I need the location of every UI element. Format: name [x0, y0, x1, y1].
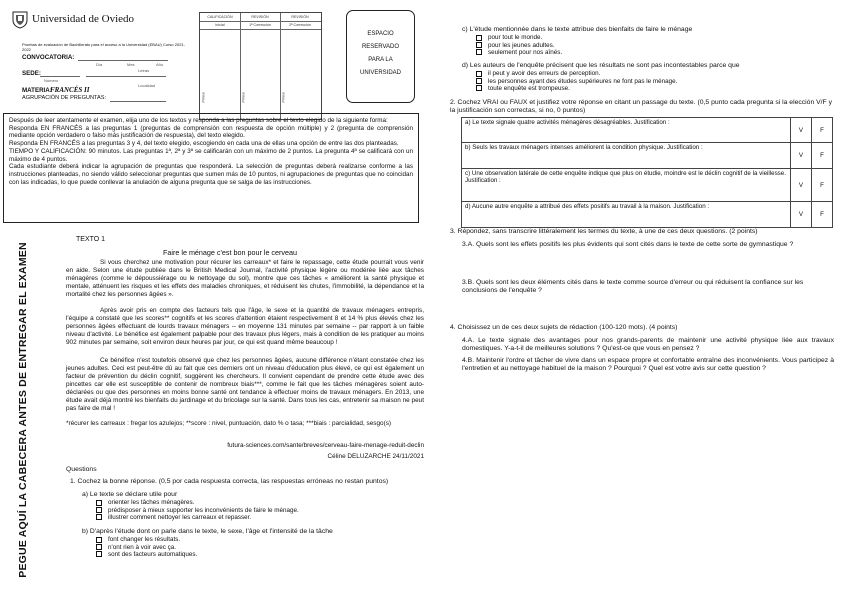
vf-row-a-v[interactable]: V	[791, 118, 812, 143]
sidebar-text: PEGUE AQUÍ LA CABECERA ANTES DE ENTREGAR EL EXAMEN	[17, 242, 29, 578]
checkbox[interactable]	[476, 49, 482, 55]
instructions-p2: Responda EN FRANCÉS a las preguntas 1 (preguntas de comprensión con respuesta de opción múltiple) y 2 (pregunta de comprensión mediante opción verdadero o falso más justificación de respuesta), del texto elegido.	[9, 124, 413, 140]
convocatoria-label: CONVOCATORIA:	[22, 54, 75, 61]
instructions-p1: Después de leer atentamente el examen, elija uno de los textos y responda a las preguntas sobre el texto elegido de la siguiente forma:	[9, 117, 388, 124]
grid-sub-2a: 2ª Corrección	[289, 23, 311, 27]
vf-row-b-text[interactable]: b) Seuls les travaux ménagers intenses améliorent la condition physique. Justification :	[462, 143, 791, 169]
q1d-option-2[interactable]	[476, 78, 832, 85]
vf-row-c-v[interactable]: V	[791, 169, 812, 202]
q2-prompt: 2. Cochez VRAI ou FAUX et justifiez votre réponse en citant un passage du texte. (0,5 punto cada pregunta si la elección V/F y la justificación son correctas, si no, 0 puntos)	[450, 99, 832, 115]
source-url: futura-sciences.com/sante/breves/cerveau-faire-menage-reduit-declin	[227, 442, 424, 449]
q1b-option-1-text: font changer les résultats.	[108, 536, 181, 544]
questions-heading: Questions	[66, 466, 97, 473]
instructions-p4: TIEMPO Y CALIFICACIÓN: 90 minutos. Las preguntas 1ª, 2ª y 3ª se calificarán con un máximo de 2 puntos. La pregunta 4ª se calificará con un máximo de 4 puntos.	[9, 147, 413, 163]
vf-row-a	[462, 118, 833, 143]
q4b-text[interactable]: 4.B. Maintenir l'ordre et tâcher de vivre dans un espace propre et confortable entraîne des inconvénients. Vous participez à l'entretien et au nettoyage habituel de la maison ? Pourquoi ? Quel est votre avis sur cette question ?	[462, 357, 834, 373]
convocatoria-field[interactable]	[78, 60, 168, 61]
checkbox[interactable]	[96, 500, 102, 506]
grid-sub-1a: 1ª Corrección	[249, 23, 271, 27]
dia-label: Día	[96, 62, 103, 67]
q1d-option-1[interactable]	[476, 70, 832, 77]
q4a-text[interactable]: 4.A. Le texte signale des avantages pour nos grands-parents de maintenir une activité physique liée aux travaux domestiques. Y-a-t-il de meilleures solutions ? Qu'est-ce que vous en pensez ?	[462, 337, 834, 353]
q1-prompt: 1. Cochez la bonne réponse. (0,5 por cada respuesta correcta, las respuestas erróneas no restan puntos)	[70, 478, 389, 485]
q1c-option-1[interactable]	[476, 34, 832, 41]
q1d-stem: d) Les auteurs de l'enquête précisent que les résultats ne sont pas incontestables parce que	[462, 62, 740, 69]
q1a-option-2-text: prédisposer à mieux supporter les inconvénients de faire le ménage.	[108, 506, 299, 514]
q1a-stem: a) Le texte se déclare utile pour	[82, 491, 178, 498]
checkbox[interactable]	[96, 507, 102, 513]
grading-grid	[199, 12, 322, 120]
vf-row-c-text[interactable]: c) Une observation latérale de cette enquête indique que plus on étudie, moindre est le déclin cognitif de la vieillesse. Justification :	[462, 169, 791, 202]
vf-table	[461, 117, 833, 228]
numero-label: Número	[44, 78, 59, 83]
grid-col-revision-2: REVISIÓN	[291, 15, 309, 19]
q1b-stem: b) D'après l'étude dont on parle dans le texte, le sexe, l'âge et l'intensité de la tâche	[82, 528, 333, 535]
vf-row-d	[462, 202, 833, 228]
text-label: TEXTO 1	[76, 236, 106, 243]
q1b-option-1[interactable]	[96, 536, 422, 543]
q1c-option-2-text: pour les jeunes adultes.	[488, 41, 555, 49]
q1c-option-1-text: pour tout le monde.	[488, 34, 543, 42]
q1b-block	[82, 528, 422, 558]
q1c-block	[462, 26, 832, 56]
q1a-option-1-text: orienter les tâches ménagères.	[108, 499, 195, 507]
vf-row-a-text[interactable]: a) Le texte signale quatre activités ménagères désagréables. Justification :	[462, 118, 791, 143]
glossary: *récurer les carreaux : fregar los azulejos; **score : nivel, puntuación, dato % o tasa; ***biais : parcialidad, sesgo(s)	[66, 420, 392, 427]
sidebar-paste-header	[6, 242, 40, 578]
vf-row-c-f[interactable]: F	[812, 169, 833, 202]
q1b-option-2-text: n'ont rien à voir avec ça.	[108, 543, 177, 551]
grid-col-revision-1: REVISIÓN	[251, 15, 269, 19]
checkbox[interactable]	[476, 78, 482, 84]
q1a-option-3-text: illustrer comment nettoyer les carreaux et repasser.	[108, 513, 252, 521]
firma-label-2: Firma	[240, 92, 246, 103]
vf-row-a-f[interactable]: F	[812, 118, 833, 143]
q1c-option-2[interactable]	[476, 42, 832, 49]
q1d-option-3-text: toute enquête est trompeuse.	[488, 84, 570, 92]
checkbox[interactable]	[96, 544, 102, 550]
text-para-3: Ce bénéfice n'est toutefois observé que chez les personnes âgées, aucune différence n'étant constatée chez les jeunes adultes. Ceci est peut-être dû au fait que ces derniers ont un niveau d'éducation plus élevé, ce qui est également un facteur de prévention du déclin cognitif, suggèrent les chercheurs. Il convient cependant de prendre cette étude avec des pincettes car elle est susceptible de contenir de nombreux biais***, comme le fait que les tâches ménagères soient auto-déclarées ou que des personnes en moins bonne santé ont tendance à effectuer moins de travaux ménagers. En 2013, une étude avait déjà montré les bienfaits du jardinage et du bricolage sur la santé. Dans tous les cas, entretenir sa maison ne peut pas faire de mal !	[66, 357, 424, 412]
q1b-option-3[interactable]	[96, 551, 422, 558]
instructions-p5: Cada estudiante deberá indicar la agrupación de preguntas que responderá. La selección de preguntas deberá realizarse conforme a las instrucciones planteadas, no siendo válido seleccionar preguntas que sumen más de 10 puntos, ni agrupaciones de preguntas que no coincidan con las indicadas, lo que puede conllevar la anulación de alguna pregunta que se salga de las instrucciones.	[9, 163, 413, 186]
author-date: Céline DELUZARCHE 24/11/2021	[327, 453, 424, 460]
sede-number-field[interactable]	[40, 76, 80, 77]
checkbox[interactable]	[476, 35, 482, 41]
q1d-option-1-text: il peut y avoir des erreurs de perception.	[488, 70, 601, 78]
q1a-option-1[interactable]	[96, 499, 422, 506]
q1c-option-3-text: seulement pour nos aînés.	[488, 48, 563, 56]
vf-row-b	[462, 143, 833, 169]
q1d-option-3[interactable]	[476, 85, 832, 92]
q3-prompt: 3. Répondez, sans transcrire littéralement les termes du texte, à une de ces deux questions. (2 points)	[450, 228, 758, 235]
q3b-text[interactable]: 3.B. Quels sont les deux éléments cités dans le texte comme source d'erreur ou qui réduisent la confiance sur les conclusions de l'enquête ?	[462, 279, 804, 295]
university-crest-icon	[12, 11, 28, 29]
localidad-label: Localidad	[138, 83, 156, 88]
q1a-option-2[interactable]	[96, 507, 422, 514]
q1a-block	[82, 491, 422, 521]
checkbox[interactable]	[96, 551, 102, 557]
text-para-1: Si vous cherchez une motivation pour récurer les carreaux* et faire le repassage, cette étude pourrait vous venir en aide. Selon une étude publiée dans le British Medical Journal, l'activité physique légère ou modérée liée aux tâches ménagères (comme le dépoussiérage ou le nettoyage du sol), montre que ces tâches « améliorent la santé physique et mentale, atténuent les risques et les effets des maladies chroniques, et réduisent les chutes, l'immobilité, la dépendance et la mortalité chez les personnes âgées ».	[66, 259, 424, 298]
vf-row-d-f[interactable]: F	[812, 202, 833, 228]
checkbox[interactable]	[476, 42, 482, 48]
materia-value: FRANCÉS II	[50, 86, 90, 94]
reserved-space-box	[346, 10, 415, 103]
vf-row-b-v[interactable]: V	[791, 143, 812, 169]
text-title: Faire le ménage c'est bon pour le cerveau	[162, 248, 298, 257]
reserved-line-2: RESERVADO	[361, 44, 400, 50]
instructions-p3: Responda EN FRANCÉS a las preguntas 3 y 4, del texto elegido, escogiendo en cada una de ellas una opción de entre las dos planteadas.	[9, 140, 399, 148]
grid-sub-inicial: Inicial	[215, 23, 225, 27]
text-para-2: Après avoir pris en compte des facteurs tels que l'âge, le sexe et la quantité de travaux ménagers entrepris, l'équipe a constaté que les scores** cognitifs et les scores d'attention étaient respectivement 8 et 14 % plus élevés chez les personnes âgées effectuant de lourds travaux ménagers -- en moyenne 131 minutes par semaine -- par rapport à un faible niveau d'activité. Le bénéfice est également palpable pour des travaux plus légers, mais à condition de les pratiquer au moins 902 minutes par semaine, soit environ deux heures par jour, ce qui est quand même beaucoup !	[66, 307, 424, 346]
materia-label: MATERIA:	[22, 87, 52, 94]
q1c-stem: c) L'étude mentionnée dans le texte attribue des bienfaits de faire le ménage	[462, 26, 693, 33]
vf-row-c	[462, 169, 833, 202]
reserved-line-4: UNIVERSIDAD	[359, 70, 401, 76]
q1a-option-3[interactable]	[96, 514, 422, 521]
agrupacion-label: AGRUPACIÓN DE PREGUNTAS:	[22, 95, 107, 101]
firma-label-3: Firma	[280, 92, 286, 103]
q1d-option-2-text: les personnes ayant des études supérieures ne font pas le ménage.	[488, 77, 678, 85]
vf-row-d-v[interactable]: V	[791, 202, 812, 228]
checkbox[interactable]	[96, 514, 102, 520]
letras-label: Letras	[138, 68, 150, 73]
firma-label-1: Firma	[200, 92, 206, 103]
q3a-text[interactable]: 3.A. Quels sont les effets positifs les plus évidents qui sont cités dans le texte de cette sorte de gymnastique ?	[462, 241, 794, 248]
checkbox[interactable]	[476, 85, 482, 91]
vf-row-d-text[interactable]: d) Aucune autre enquête a attribué des effets positifs au travail à la maison. Justification :	[462, 202, 791, 228]
q1c-option-3[interactable]	[476, 49, 832, 56]
reserved-line-3: PARA LA	[368, 57, 393, 63]
agrupacion-field[interactable]	[110, 101, 166, 102]
reserved-line-1: ESPACIO	[367, 31, 394, 37]
exam-title: Pruebas de evaluación de Bachillerato para el acceso a la Universidad (EBAU) Curso 2021-2022	[22, 42, 185, 52]
ano-label: Año	[156, 62, 164, 67]
sede-label: SEDE:	[22, 70, 41, 77]
q4-prompt: 4. Choisissez un de ces deux sujets de rédaction (100-120 mots). (4 points)	[450, 324, 678, 331]
q1b-option-3-text: sont des facteurs automatiques.	[108, 550, 198, 558]
checkbox[interactable]	[96, 537, 102, 543]
university-name: Universidad de Oviedo	[32, 13, 135, 25]
q1d-block	[462, 62, 832, 92]
instructions-box	[3, 113, 419, 223]
mes-label: Mes	[127, 62, 135, 67]
vf-row-b-f[interactable]: F	[812, 143, 833, 169]
grid-col-calificacion: CALIFICACIÓN	[207, 15, 233, 19]
q1b-option-2[interactable]	[96, 544, 422, 551]
sede-letters-field[interactable]	[86, 76, 166, 77]
checkbox[interactable]	[476, 71, 482, 77]
